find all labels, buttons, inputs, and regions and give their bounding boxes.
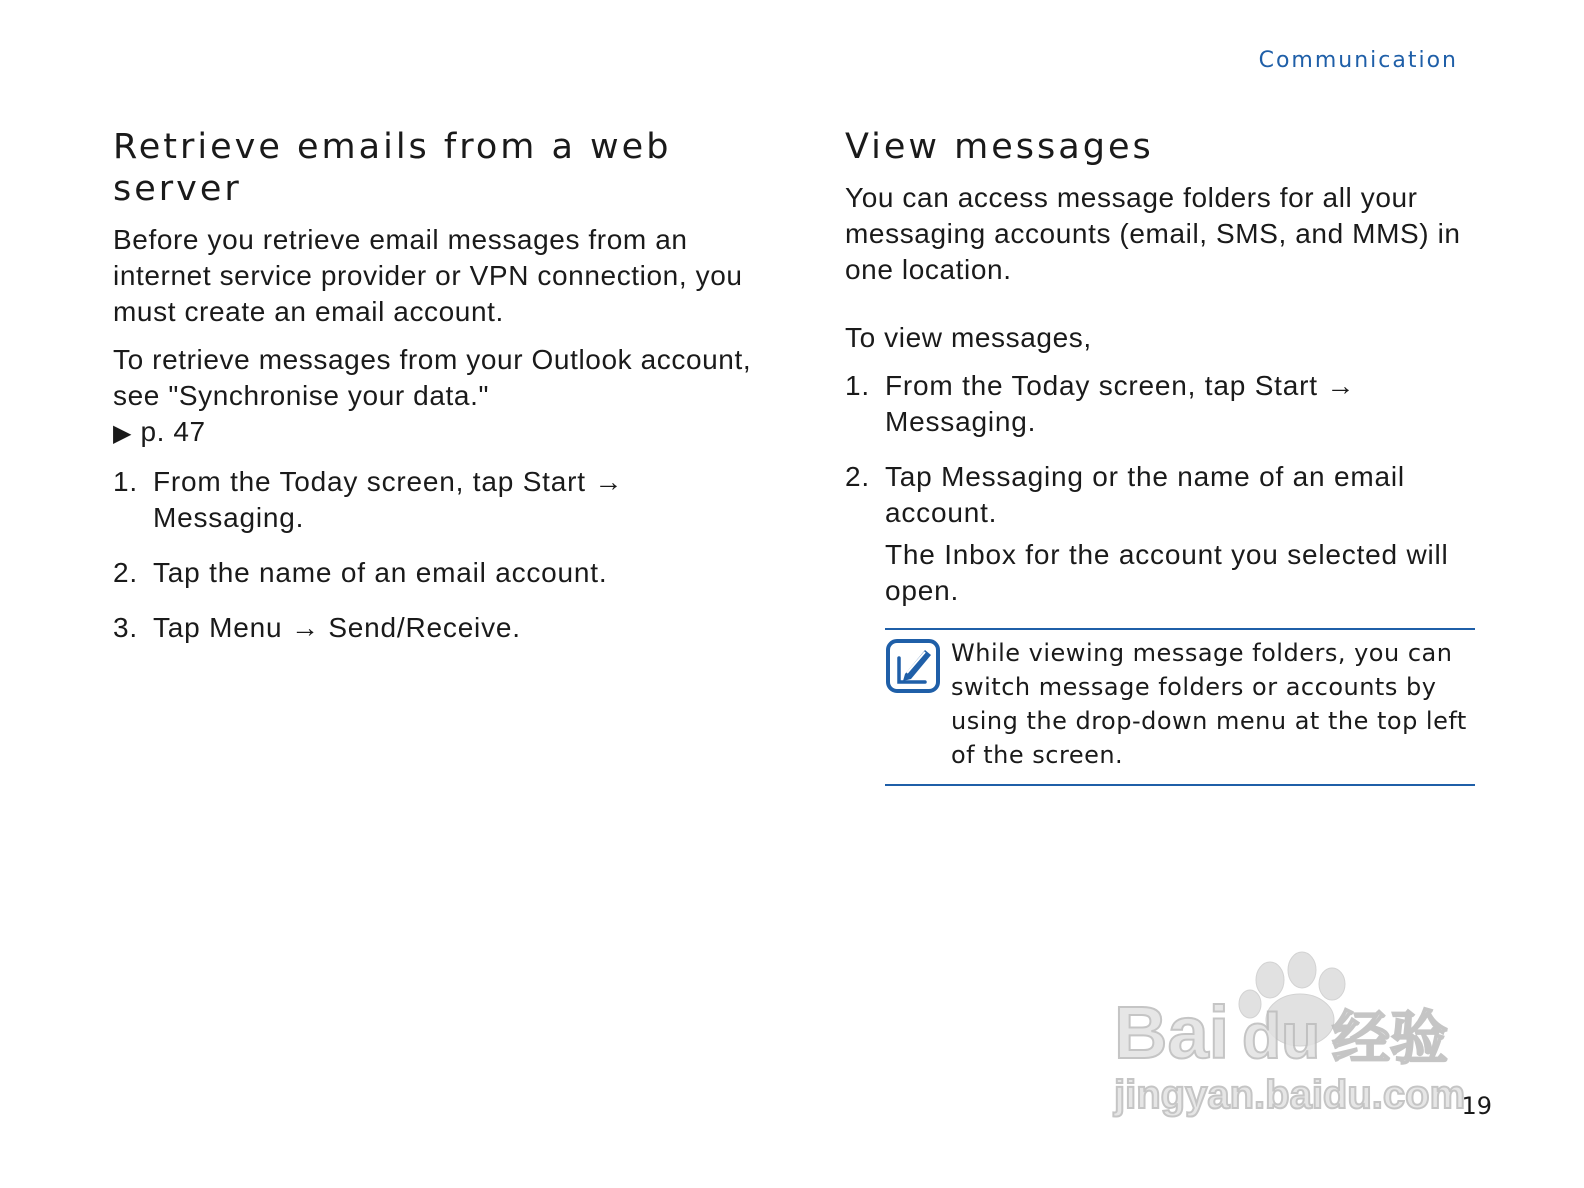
- step-number: 1.: [113, 466, 138, 497]
- left-steps: [113, 464, 763, 646]
- step-text: Tap Menu → Send/Receive.: [153, 612, 521, 643]
- right-steps: [845, 368, 1475, 609]
- note-box: [885, 628, 1475, 786]
- step-number: 2.: [845, 461, 870, 492]
- watermark-cn: 经验: [1332, 1004, 1449, 1072]
- right-column: [845, 126, 1475, 786]
- note-text: While viewing message folders, you can switch message folders or accounts by using the drop-down menu at the top left of the screen.: [951, 639, 1467, 769]
- page-number: 19: [1461, 1092, 1492, 1120]
- triangle-arrow-icon: ▶: [113, 420, 133, 447]
- outlook-paragraph: [113, 342, 763, 452]
- step-number: 3.: [113, 612, 138, 643]
- page-reference[interactable]: [113, 414, 763, 452]
- step-text: From the Today screen, tap Start → Messaging.: [153, 466, 624, 533]
- outlook-text: To retrieve messages from your Outlook account, see "Synchronise your data.": [113, 344, 752, 411]
- list-item: [845, 368, 1475, 440]
- right-lead: To view messages,: [845, 322, 1092, 353]
- list-item: [113, 555, 763, 591]
- step-result-text: The Inbox for the account you selected will open.: [885, 539, 1449, 606]
- watermark-url: jingyan.baidu.com: [1114, 1073, 1466, 1117]
- right-heading: View messages: [845, 127, 1154, 167]
- list-item: [113, 464, 763, 536]
- note-pencil-icon: [885, 638, 941, 694]
- step-number: 2.: [113, 557, 138, 588]
- section-label: Communication: [1258, 48, 1458, 73]
- right-intro: You can access message folders for all your messaging accounts (email, SMS, and MMS) in one location.: [845, 182, 1461, 285]
- watermark-brand-2: du: [1242, 1000, 1321, 1072]
- step-text: Tap the name of an email account.: [153, 557, 608, 588]
- left-column: [113, 126, 763, 665]
- step-number: 1.: [845, 370, 870, 401]
- list-item: [113, 610, 763, 646]
- step-text: From the Today screen, tap Start → Messaging.: [885, 370, 1356, 437]
- left-intro: Before you retrieve email messages from an internet service provider or VPN connection, you must create an email account.: [113, 224, 743, 327]
- watermark-brand: Bai: [1114, 991, 1230, 1074]
- left-heading: Retrieve emails from a web server: [113, 127, 672, 209]
- page-reference-text: p. 47: [140, 416, 206, 447]
- step-text: Tap Messaging or the name of an email account.: [885, 461, 1405, 528]
- list-item: [845, 459, 1475, 609]
- baidu-jingyan-watermark: [1110, 940, 1470, 1120]
